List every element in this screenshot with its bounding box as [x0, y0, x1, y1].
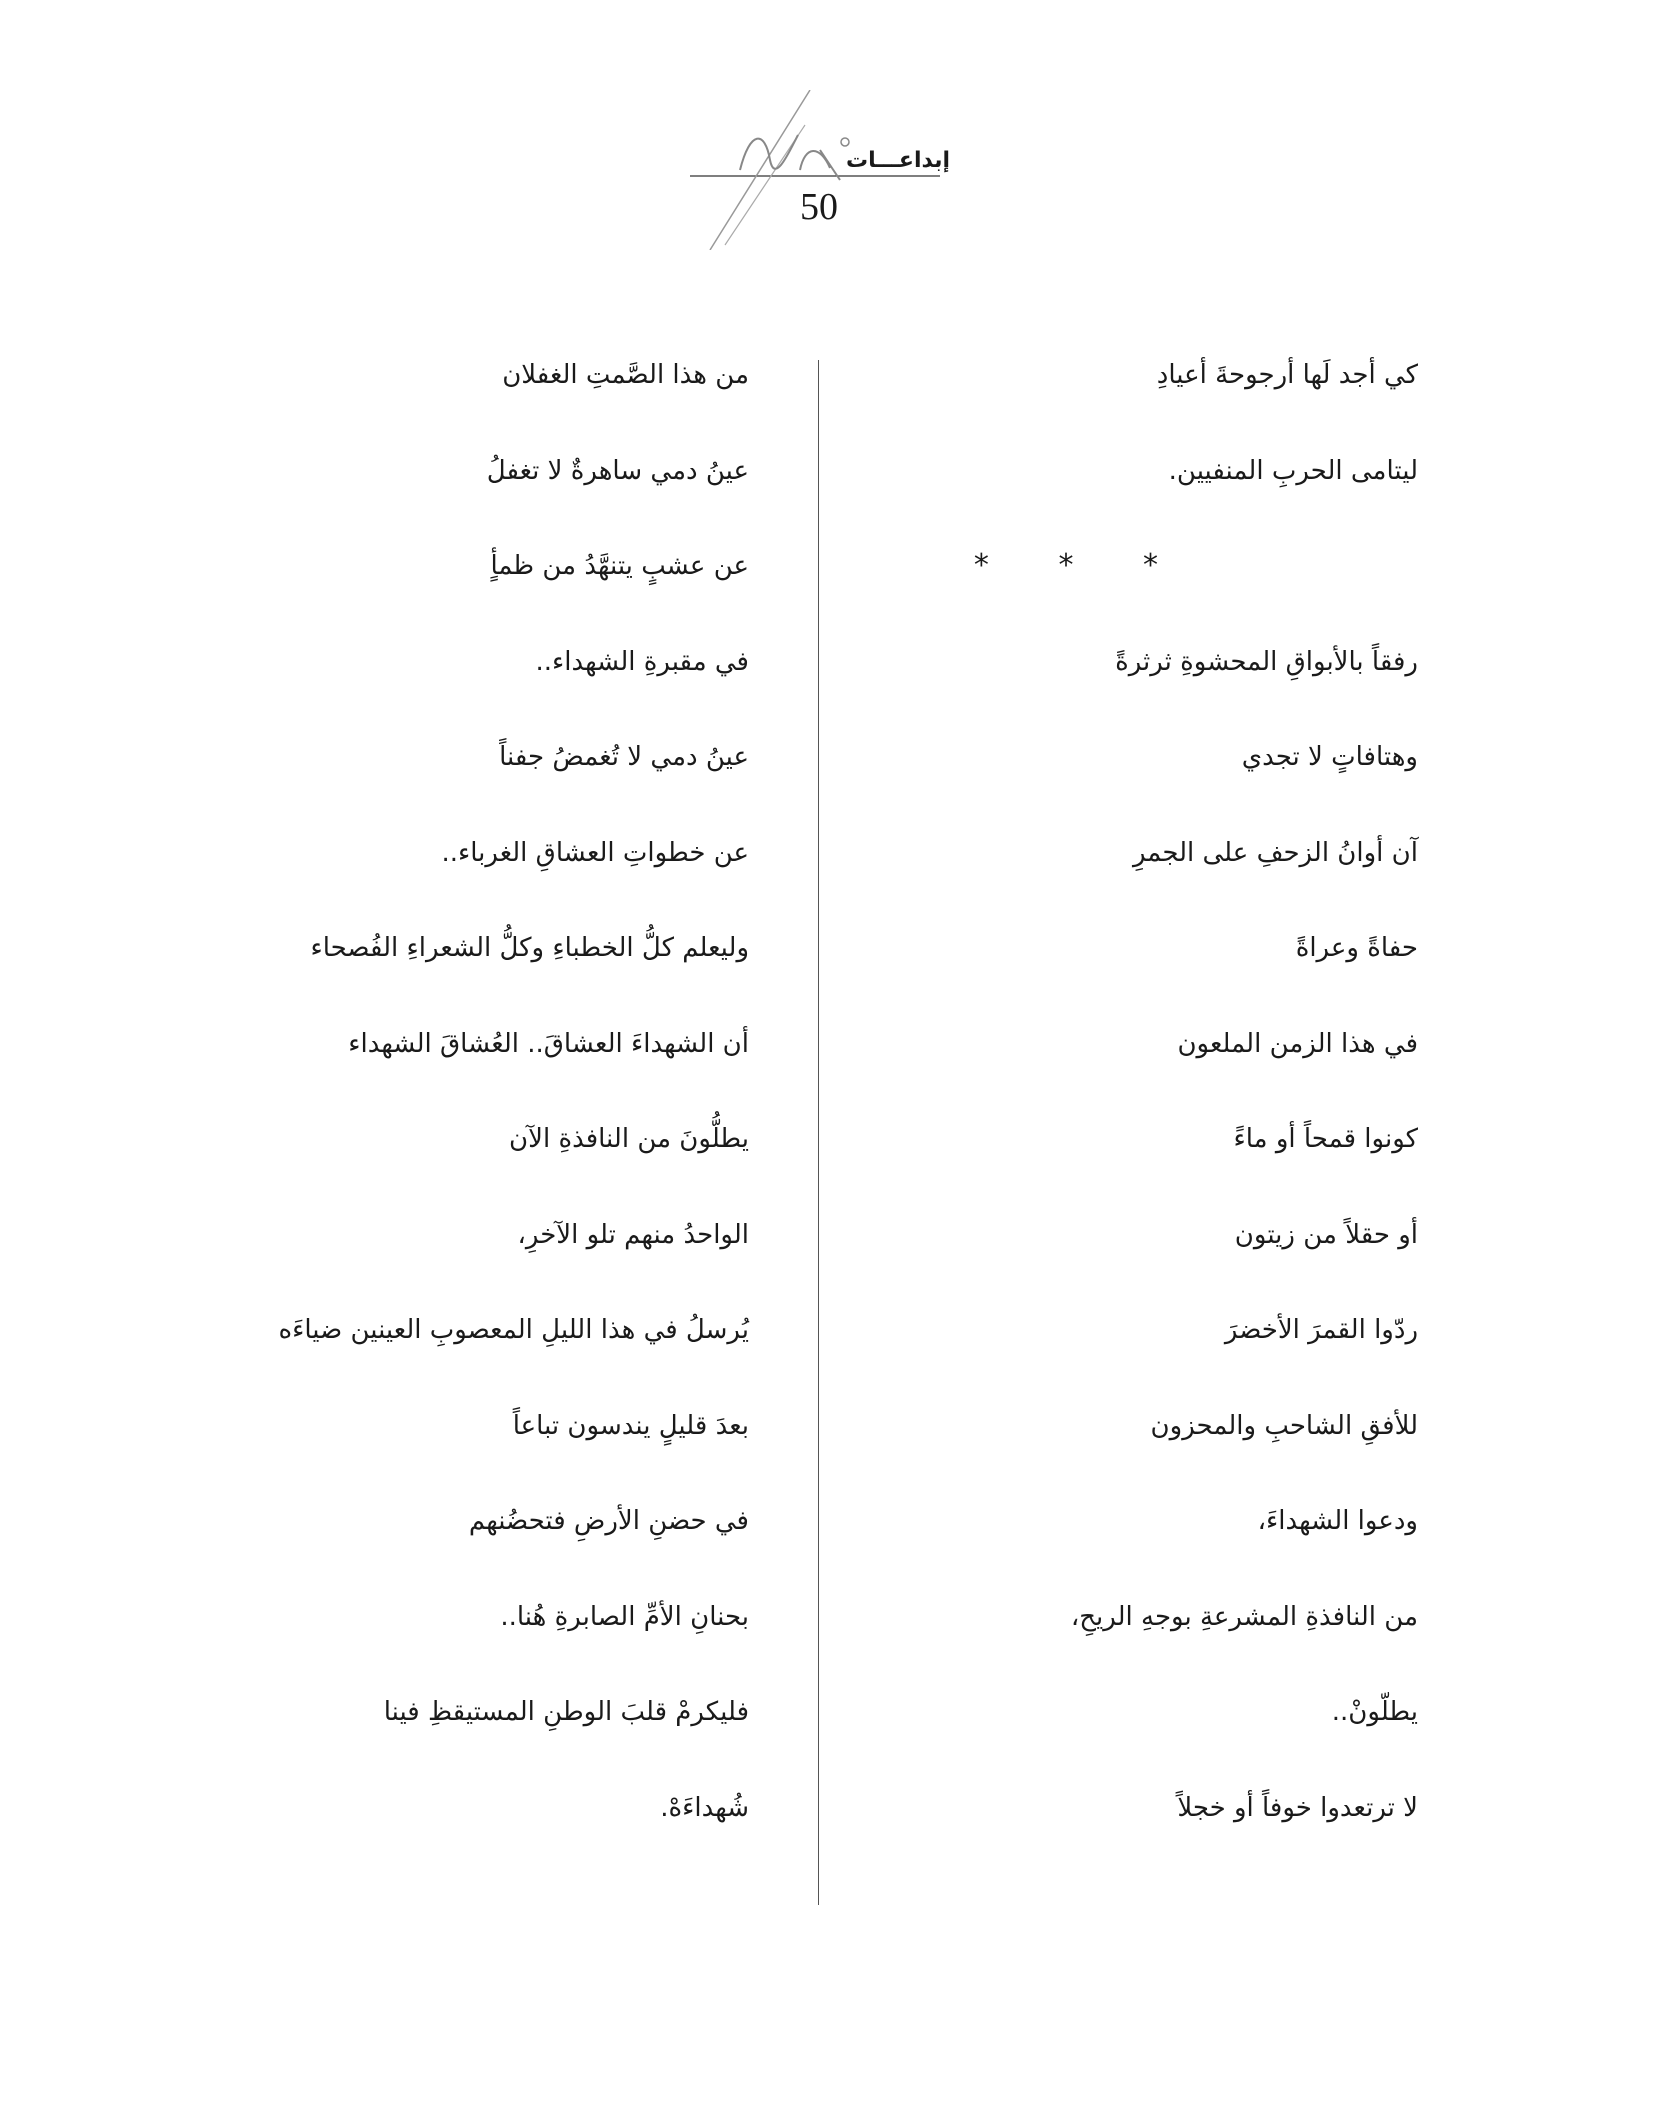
- poem-line: في حضنِ الأرضِ فتحضُنهم: [468, 1506, 749, 1536]
- poem-line: ردّوا القمرَ الأخضرَ: [1224, 1315, 1418, 1345]
- section-title: إبداعـــات: [845, 148, 950, 173]
- poem-line: كي أجد لَها أرجوحةَ أعيادِ: [1156, 360, 1418, 390]
- poem-line: آن أوانُ الزحفِ على الجمرِ: [1132, 837, 1418, 868]
- page-number: 50: [800, 186, 838, 228]
- poem-line: عن عشبٍ يتنهَّدُ من ظمأٍ: [490, 551, 749, 581]
- poem-line: عينُ دمي ساهرةٌ لا تغفلُ: [486, 455, 749, 486]
- page-header: [680, 90, 980, 250]
- poem-column-left: [129, 345, 749, 1873]
- poem-line: ودعوا الشهداءَ،: [1257, 1506, 1418, 1536]
- poem-line: ليتامى الحربِ المنفيين.: [1168, 455, 1418, 486]
- poem-line: وليعلم كلُّ الخطباءِ وكلُّ الشعراءِ الفُصحاء: [310, 933, 749, 963]
- section-break-stars: * * *: [973, 548, 1188, 583]
- poem-line: شُهداءَهْ.: [660, 1792, 749, 1823]
- poem-line: من النافذةِ المشرعةِ بوجهِ الريحِ،: [1070, 1601, 1418, 1632]
- poem-line: عينُ دمي لا تُغمضُ جفناً: [499, 742, 749, 772]
- poem-line: كونوا قمحاً أو ماءً: [1233, 1124, 1418, 1154]
- poem-line: للأفقِ الشاحبِ والمحزون: [1150, 1410, 1418, 1441]
- poem-line: يُرسلُ في هذا الليلِ المعصوبِ العينين ضياءَه: [278, 1315, 749, 1345]
- poem-line: أن الشهداءَ العشاقَ.. العُشاقَ الشهداء: [348, 1028, 749, 1059]
- poem-line: بحنانِ الأمِّ الصابرةِ هُنا..: [500, 1601, 749, 1632]
- poem-line: بعدَ قليلٍ يندسون تباعاً: [512, 1410, 749, 1441]
- poem-line: في هذا الزمن الملعون: [1177, 1028, 1418, 1059]
- poem-column-right: [798, 345, 1418, 1873]
- poem-line: يطلُّونَ من النافذةِ الآن: [509, 1124, 749, 1154]
- poem-line: لا ترتعدوا خوفاً أو خجلاً: [1177, 1792, 1418, 1823]
- poem-line: حفاةً وعراةً: [1295, 933, 1418, 963]
- poem-line: من هذا الصَّمتِ الغفلان: [502, 360, 749, 390]
- poem-line: فليكرمْ قلبَ الوطنِ المستيقظِ فينا: [383, 1697, 749, 1727]
- poem-line: الواحدُ منهم تلو الآخرِ،: [517, 1219, 749, 1250]
- poem-line: في مقبرةِ الشهداء..: [535, 646, 749, 677]
- poem-line: أو حقلاً من زيتون: [1234, 1219, 1418, 1250]
- poem-line: وهتافاتٍ لا تجدي: [1241, 742, 1418, 772]
- poem-line: عن خطواتِ العشاقِ الغرباء..: [441, 837, 749, 868]
- poem-line: رفقاً بالأبواقِ المحشوةِ ثرثرةً: [1115, 646, 1418, 677]
- poem-line: يطلّونْ..: [1331, 1697, 1418, 1727]
